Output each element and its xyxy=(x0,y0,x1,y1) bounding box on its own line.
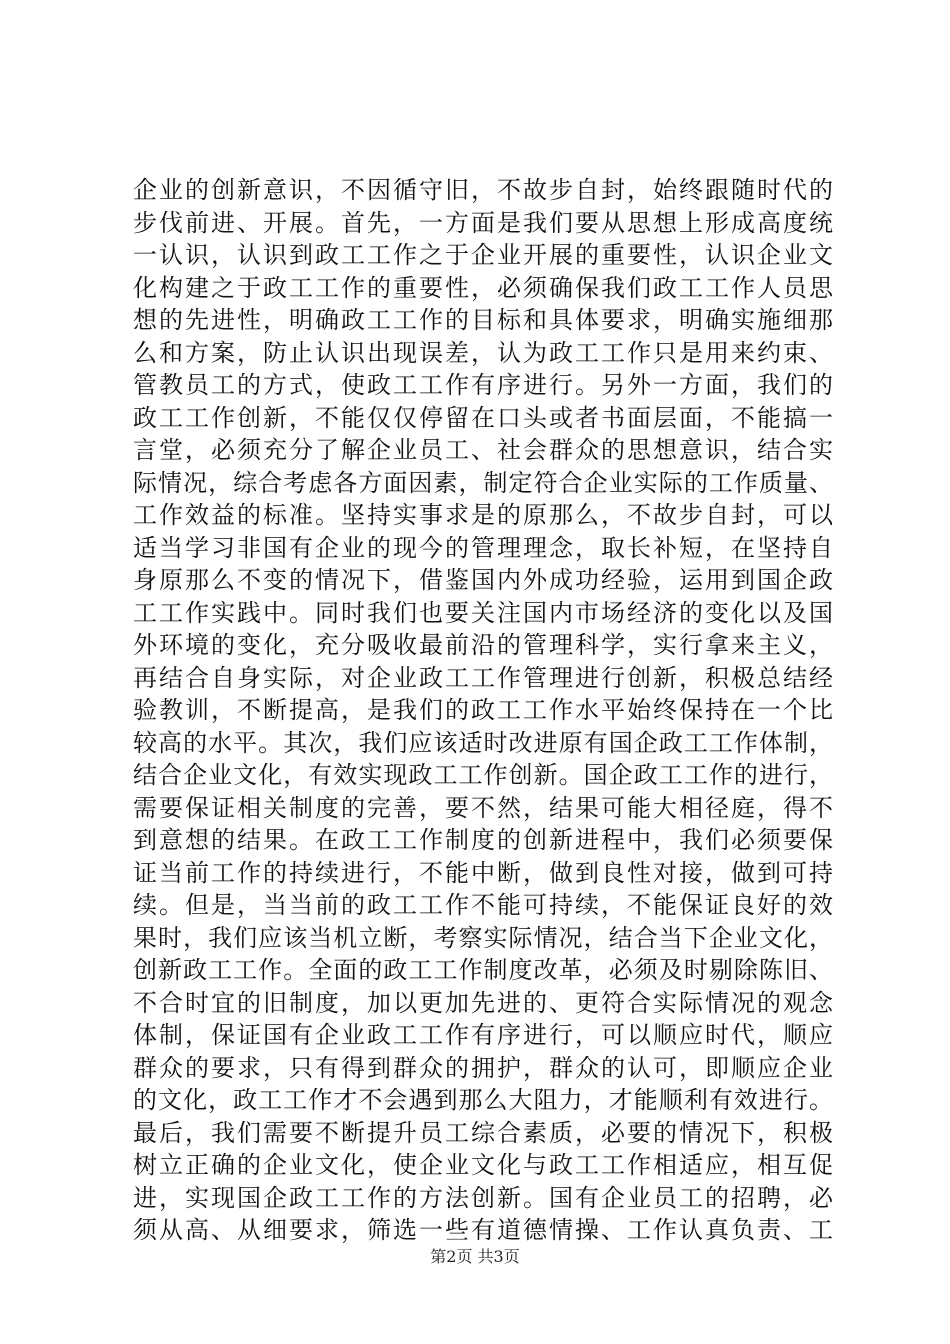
text-line: 么和方案，防止认识出现误差，认为政工工作只是用来约束、 xyxy=(133,338,833,367)
text-line: 际情况，综合考虑各方面因素，制定符合企业实际的工作质量、 xyxy=(133,468,833,497)
text-line: 验教训，不断提高，是我们的政工工作水平始终保持在一个比 xyxy=(133,696,833,724)
body-text xyxy=(133,174,833,1247)
text-line: 续。但是，当当前的政工工作不能可持续，不能保证良好的效 xyxy=(133,891,833,919)
text-line: 管教员工的方式，使政工工作有序进行。另外一方面，我们的 xyxy=(133,371,833,399)
text-line: 结合企业文化，有效实现政工工作创新。国企政工工作的进行， xyxy=(133,761,833,789)
text-line: 想的先进性，明确政工工作的目标和具体要求，明确实施细那 xyxy=(133,306,833,334)
text-line: 工工作实践中。同时我们也要关注国内市场经济的变化以及国 xyxy=(133,598,833,627)
text-line: 工作效益的标准。坚持实事求是的原那么，不故步自封，可以 xyxy=(133,501,833,529)
text-line: 须从高、从细要求，筛选一些有道德情操、工作认真负责、工 xyxy=(133,1216,833,1244)
text-line: 证当前工作的持续进行，不能中断，做到良性对接，做到可持 xyxy=(133,858,833,887)
text-line: 一认识，认识到政工工作之于企业开展的重要性，认识企业文 xyxy=(133,241,833,269)
text-line: 到意想的结果。在政工工作制度的创新进程中，我们必须要保 xyxy=(133,826,833,854)
text-line: 不合时宜的旧制度，加以更加先进的、更符合实际情况的观念 xyxy=(133,988,833,1017)
text-line: 适当学习非国有企业的现今的管理理念，取长补短，在坚持自 xyxy=(133,533,833,562)
text-line: 创新政工工作。全面的政工工作制度改革，必须及时剔除陈旧、 xyxy=(133,956,833,984)
text-line: 化构建之于政工工作的重要性，必须确保我们政工工作人员思 xyxy=(133,273,833,302)
text-line: 较高的水平。其次，我们应该适时改进原有国企政工工作体制， xyxy=(133,728,833,757)
text-line: 言堂，必须充分了解企业员工、社会群众的思想意识，结合实 xyxy=(133,436,833,464)
text-line: 身原那么不变的情况下，借鉴国内外成功经验，运用到国企政 xyxy=(133,566,833,594)
text-line: 进，实现国企政工工作的方法创新。国有企业员工的招聘，必 xyxy=(133,1183,833,1212)
text-line: 需要保证相关制度的完善，要不然，结果可能大相径庭，得不 xyxy=(133,793,833,822)
text-line: 再结合自身实际，对企业政工工作管理进行创新，积极总结经 xyxy=(133,663,833,692)
page-footer: 第2页 共3页 xyxy=(430,1247,520,1266)
text-line: 的文化，政工工作才不会遇到那么大阻力，才能顺利有效进行。 xyxy=(133,1086,833,1114)
text-line: 体制，保证国有企业政工工作有序进行，可以顺应时代，顺应 xyxy=(133,1021,833,1049)
text-line: 步伐前进、开展。首先，一方面是我们要从思想上形成高度统 xyxy=(133,208,833,237)
text-line: 最后，我们需要不断提升员工综合素质，必要的情况下，积极 xyxy=(133,1118,833,1147)
text-line: 树立正确的企业文化，使企业文化与政工工作相适应，相互促 xyxy=(133,1151,833,1179)
text-line: 外环境的变化，充分吸收最前沿的管理科学，实行拿来主义， xyxy=(133,631,833,659)
text-line: 企业的创新意识，不因循守旧，不故步自封，始终跟随时代的 xyxy=(133,176,833,204)
text-line: 果时，我们应该当机立断，考察实际情况，结合当下企业文化， xyxy=(133,923,833,952)
text-line: 政工工作创新，不能仅仅停留在口头或者书面层面，不能搞一 xyxy=(133,403,833,432)
text-line: 群众的要求，只有得到群众的拥护，群众的认可，即顺应企业 xyxy=(133,1053,833,1082)
